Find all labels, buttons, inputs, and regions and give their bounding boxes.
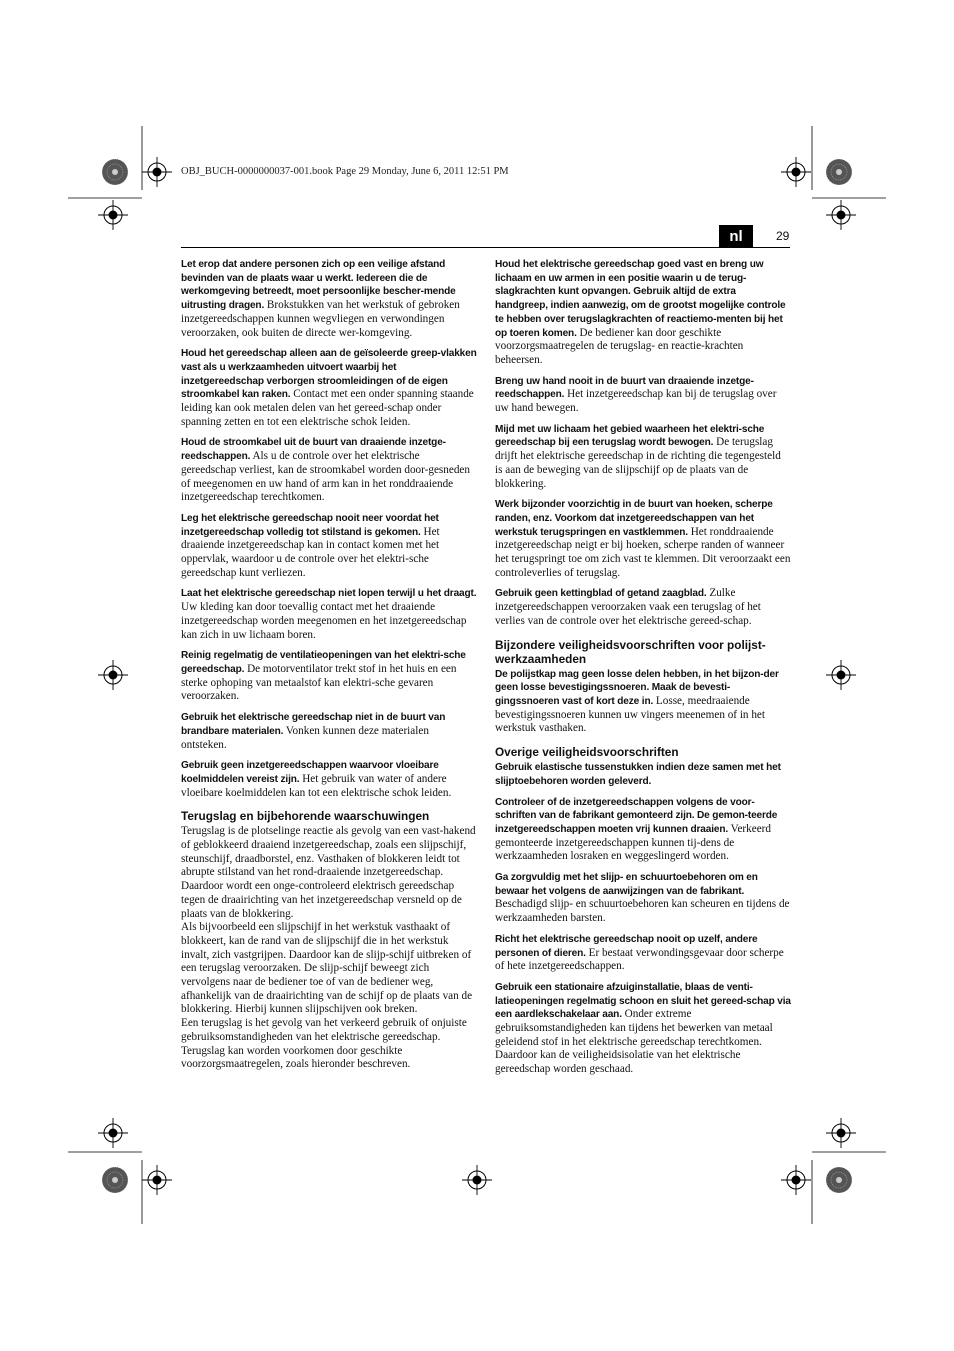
- instruction-bold: Gebruik het elektrische gereedschap niet in de buurt van brandbare materialen.: [181, 712, 446, 737]
- page-number: 29: [776, 229, 790, 243]
- explanation-text: De terugslag drijft het elektrische gereedschap in de richting die tegengesteld is aan de beweging van de slijpschijf op de plaats van de blokkering.: [495, 436, 781, 490]
- paragraph: [495, 871, 791, 926]
- explanation-text: Er bestaat verwondingsgevaar door scherpe of hete inzetgereedschappen.: [495, 946, 784, 973]
- explanation-text: Het gebruik van water of andere vloeibare koelmiddelen kan tot een elektrische schok leiden.: [181, 772, 452, 799]
- right-column: [495, 258, 791, 1084]
- explanation-text: Brokstukken van het werkstuk of gebroken inzetgereedschappen kunnen wegvliegen en verwondingen veroorzaken, ook buiten de directe wer-komgeving.: [181, 299, 460, 339]
- explanation-text: Beschadigd slijp- en schuurtoebehoren kan scheuren en tijdens de werkzaamheden barsten.: [495, 898, 790, 925]
- color-target-icon: [826, 159, 852, 185]
- explanation-text: De bediener kan door geschikte voorzorgsmaatregelen de terugslag- en reactie-krachten beheersen.: [495, 326, 744, 366]
- instruction-bold: Leg het elektrische gereedschap nooit neer voordat het inzetgereedschap volledig tot stilstand is gekomen.: [181, 512, 439, 538]
- instruction-bold: Gebruik een stationaire afzuiginstallatie, blaas de venti-latieopeningen regelmatig schoon en sluit het gereed-schap via een aardlekschakelaar aan.: [495, 981, 791, 1021]
- registration-mark-icon: [826, 660, 856, 690]
- instruction-bold: Controleer of de inzetgereedschappen volgens de voor-schriften van de fabrikant gemonteerd zijn. De gemon-teerde inzetgereedschappen moeten vrij kunnen draaien.: [495, 796, 778, 835]
- explanation-text: Het draaiende inzetgereedschap kan in contact komen met het oppervlak, waardoor u de controle over het elektri-sche gereedschap kunt verliezen.: [181, 525, 440, 579]
- instruction-bold: Gebruik geen inzetgereedschappen waarvoor vloeibare koelmiddelen vereist zijn.: [181, 760, 439, 785]
- paragraph: [495, 375, 791, 416]
- color-target-icon: [826, 1167, 852, 1193]
- instruction-bold: Breng uw hand nooit in de buurt van draaiende inzetge-reedschappen.: [495, 375, 754, 401]
- paragraph: [495, 423, 791, 492]
- registration-mark-icon: [142, 1165, 172, 1195]
- left-column: [181, 258, 477, 1072]
- registration-mark-icon: [98, 1118, 128, 1148]
- paragraph: [181, 436, 477, 505]
- explanation-text: De motorventilator trekt stof in het huis en een sterke ophoping van metaalstof kan elektri-sche gevaren veroorzaken.: [181, 662, 457, 703]
- paragraph: [495, 933, 791, 974]
- registration-mark-icon: [781, 157, 811, 187]
- paragraph: [495, 668, 791, 737]
- instruction-bold: Werk bijzonder voorzichtig in de buurt van hoeken, scherpe randen, enz. Voorkom dat inzetgereedschappen van het werkstuk terugspringen en vastklemmen.: [495, 499, 773, 538]
- explanation-text: Onder extreme gebruiksomstandigheden kan tijdens het bewerken van metaal geleidend stof in het elektrische gereedschap terechtkomen. Daardoor kan de veiligheidsisolatie van het elektrische gereedschap worden geschaad.: [495, 1008, 773, 1076]
- paragraph: [181, 649, 477, 704]
- header-rule: [181, 247, 790, 248]
- instruction-bold: Ga zorgvuldig met het slijp- en schuurtoebehoren om en bewaar het volgens de aanwijzingen van de fabrikant.: [495, 872, 758, 897]
- section-heading: Overige veiligheidsvoorschriften: [495, 745, 679, 760]
- paragraph: [495, 981, 791, 1077]
- paragraph: Als bijvoorbeeld een slijpschijf in het werkstuk vasthaakt of blokkeert, kan de rand van de slijpschijf die in het werkstuk invalt, zich vastgrijpen. Daardoor kan de slijp-schijf uitbreken of een terugslag veroorzaken. De slijp-schijf beweegt zich vervolgens naar de bediener toe of van de bediener weg, afhankelijk van de draairichting van de schijf op de plaats van de blokkering. Hierbij kunnen slijpschijven ook breken.: [181, 921, 473, 1016]
- color-target-icon: [102, 159, 128, 185]
- instruction-bold: Reinig regelmatig de ventilatieopeningen van het elektri-sche gereedschap.: [181, 650, 466, 675]
- instruction-bold: Gebruik elastische tussenstukken indien deze samen met het slijptoebehoren worden geleverd.: [495, 762, 781, 787]
- registration-mark-icon: [826, 1118, 856, 1148]
- language-badge: nl: [719, 225, 753, 247]
- paragraph: [181, 759, 477, 800]
- paragraph: [495, 587, 791, 628]
- instruction-bold: Let erop dat andere personen zich op een veilige afstand bevinden van de plaats waar u werkt. Iedereen die de werkomgeving betreedt, moet persoonlijke bescher-mende uitrusting dragen.: [181, 259, 456, 312]
- instruction-bold: Gebruik geen kettingblad of getand zaagblad.: [495, 588, 707, 600]
- instruction-bold: Houd het gereedschap alleen aan de geïsoleerde greep-vlakken vast als u werkzaamheden uitvoert waarbij het inzetgereedschap verborgen stroomleidingen of de eigen stroomkabel kan raken.: [181, 348, 477, 401]
- registration-mark-icon: [462, 1165, 492, 1195]
- paragraph: Een terugslag is het gevolg van het verkeerd gebruik of onjuiste gebruiksomstandigheden van het elektrische gereedschap. Terugslag kan worden voorkomen door geschikte voorzorgsmaatregelen, zoals hieronder beschreven.: [181, 1017, 467, 1071]
- explanation-text: Vonken kunnen deze materialen ontsteken.: [181, 724, 429, 751]
- instruction-bold: Houd de stroomkabel uit de buurt van draaiende inzetge-reedschappen.: [181, 437, 446, 463]
- registration-mark-icon: [98, 200, 128, 230]
- explanation-text: Verkeerd gemonteerde inzetgereedschappen kunnen tij-dens de werkzaamheden losraken en weggeslingerd worden.: [495, 822, 771, 863]
- paragraph: [495, 498, 791, 580]
- explanation-text: Losse, meedraaiende bevestigingssnoeren kunnen uw vingers meenemen of in het werkstuk vasthaken.: [495, 694, 765, 735]
- registration-mark-icon: [781, 1165, 811, 1195]
- paragraph: [181, 512, 477, 581]
- paragraph: [181, 258, 477, 340]
- paragraph: [495, 761, 791, 788]
- explanation-text: Uw kleding kan door toevallig contact met het draaiende inzetgereedschap worden meegenomen en het inzetgereedschap kan zich in uw lichaam boren.: [181, 601, 467, 641]
- explanation-text: Het ronddraaiende inzetgereedschap neigt er bij hoeken, scherpe randen of wanneer het terugspringt toe om zich vast te klemmen. Dit veroorzaakt een controleverlies of terugslag.: [495, 525, 791, 579]
- instruction-bold: Richt het elektrische gereedschap nooit op uzelf, andere personen of dieren.: [495, 933, 758, 959]
- instruction-bold: De polijstkap mag geen losse delen hebben, in het bijzon-der geen losse bevestigingssnoeren. Maak de bevesti-gingssnoeren vast of kort deze in.: [495, 668, 779, 707]
- registration-mark-icon: [98, 660, 128, 690]
- color-target-icon: [102, 1167, 128, 1193]
- paragraph: [181, 711, 477, 752]
- paragraph: [181, 587, 477, 642]
- paragraph: Terugslag is de plotselinge reactie als gevolg van een vast-hakend of geblokkeerd draaiend inzetgereedschap, zoals een slijpschijf, steunschijf, draadborstel, enz. Vasthaken of blokkeren leidt tot abrupte stilstand van het rond-draaiende inzetgereedschap. Daardoor wordt een onge-controleerd elektrisch gereedschap tegen de draairichting van het inzetgereedschap versneld op de plaats van de blokkering.: [181, 825, 476, 920]
- explanation-text: Contact met een onder spanning staande leiding kan ook metalen delen van het gereed-schap onder spanning zetten en tot een elektrische schok leiden.: [181, 388, 474, 428]
- instruction-bold: Houd het elektrische gereedschap goed vast en breng uw lichaam en uw armen in een positie waarin u de terug-slagkrachten kunt opvangen. Gebruik altijd de extra handgreep, indien aanwezig, om de grootst mogelijke controle te hebben over terugslagkrachten of reactiemo-menten bij het op toeren komen.: [495, 259, 786, 339]
- book-info-header: OBJ_BUCH-0000000037-001.book Page 29 Monday, June 6, 2011 12:51 PM: [181, 166, 509, 177]
- paragraph: [181, 347, 477, 429]
- registration-mark-icon: [142, 157, 172, 187]
- explanation-text: Het inzetgereedschap kan bij de terugslag over uw hand bewegen.: [495, 388, 777, 415]
- instruction-bold: Mijd met uw lichaam het gebied waarheen het elektri-sche gereedschap bij een terugslag wordt bewogen.: [495, 423, 765, 449]
- explanation-text: Zulke inzetgereedschappen veroorzaken vaak een terugslag of het verlies van de controle over het elektrische gereed-schap.: [495, 587, 761, 627]
- explanation-text: Als u de controle over het elektrische gereedschap verliest, kan de stroomkabel worden door-gesneden of meegenomen en uw hand of arm kan in het ronddraaiende inzetgereedschap terechtkomen.: [181, 450, 470, 504]
- instruction-bold: Laat het elektrische gereedschap niet lopen terwijl u het draagt.: [181, 588, 477, 600]
- registration-mark-icon: [826, 200, 856, 230]
- paragraph: [495, 796, 791, 865]
- section-heading: Bijzondere veiligheidsvoorschriften voor polijst-werkzaamheden: [495, 637, 766, 666]
- paragraph: [495, 258, 791, 368]
- section-heading: Terugslag en bijbehorende waarschuwingen: [181, 809, 430, 824]
